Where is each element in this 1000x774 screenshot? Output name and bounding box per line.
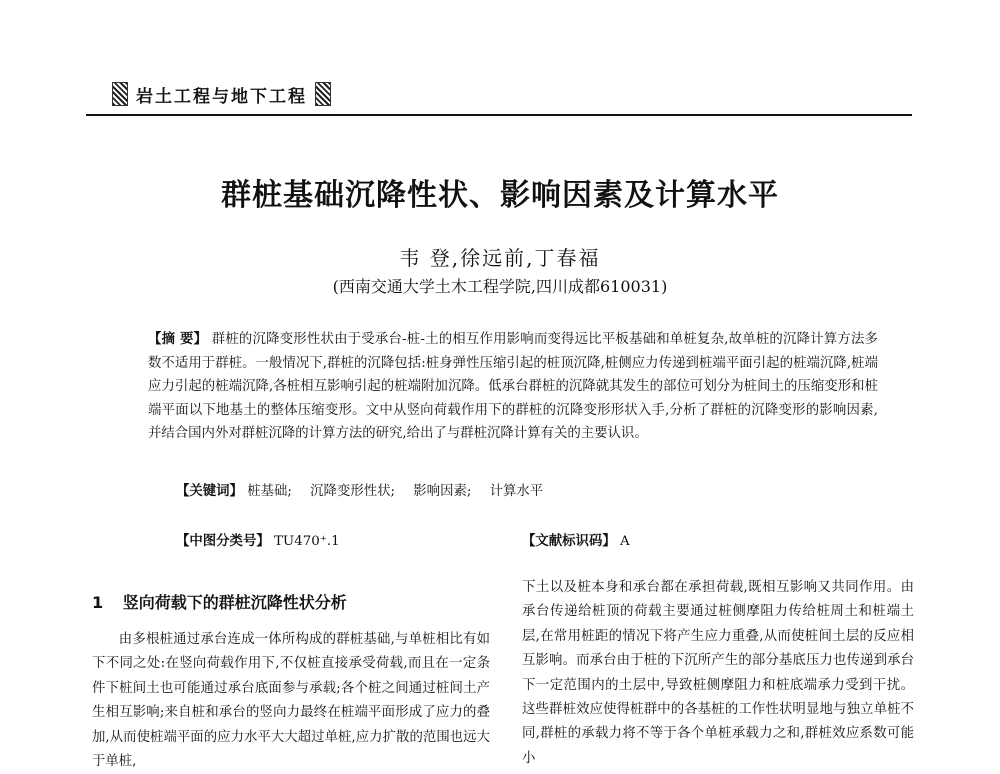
section-title: 岩土工程与地下工程 <box>136 86 307 107</box>
paper-title: 群桩基础沉降性状、影响因素及计算水平 <box>221 178 779 213</box>
keyword: 桩基础; <box>247 484 292 499</box>
keyword: 沉降变形性状; <box>310 484 396 499</box>
ornament-icon <box>315 82 331 106</box>
keywords-label: 【关键词】 <box>176 484 243 499</box>
abstract <box>148 328 878 446</box>
section-heading-text: 竖向荷载下的群桩沉降性状分析 <box>122 593 347 612</box>
clc-number <box>176 530 340 549</box>
section-number: 1 <box>92 593 104 612</box>
clc-value: TU470⁺.1 <box>274 534 340 549</box>
paper-affiliation: (西南交通大学土木工程学院,四川成都610031) <box>332 277 668 296</box>
clc-label: 【中图分类号】 <box>176 534 270 549</box>
keywords <box>176 482 876 502</box>
body-left-column: 由多根桩通过承台连成一体所构成的群桩基础,与单桩相比有如下不同之处:在竖向荷载作用下,不仅桩直接承受荷载,而且在一定条件下桩间土也可能通过承台底面参与承载;各个桩之间通过桩间土产生相互影响;来自桩和承台的竖向力最终在桩端平面形成了应力的叠加,从而使桩端平面的应力水平大大超过单桩,应力扩散的范围也远大于单桩, <box>92 632 490 770</box>
doc-value: A <box>620 534 630 549</box>
ornament-icon <box>112 82 128 106</box>
paper-authors: 韦 登,徐远前,丁春福 <box>399 246 601 270</box>
body-right-column: 下土以及桩本身和承台都在承担荷载,既相互影响又共同作用。由承台传递给桩顶的荷载主要通过桩侧摩阻力传给桩周土和桩端土层,在常用桩距的情况下将产生应力重叠,从而使桩间土层的反应相互影响。而承台由于桩的下沉所产生的部分基底压力也传递到承台下一定范围内的土层中,导致桩侧摩阻力和桩底端承力受到干扰。这些群桩效应使得桩群中的各基桩的工作性状明显地与独立单桩不同,群桩的承载力将不等于各个单桩承载力之和,群桩效应系数可能小 <box>522 580 914 766</box>
doc-label: 【文献标识码】 <box>522 534 616 549</box>
section-header <box>112 76 331 112</box>
document-code <box>522 530 630 549</box>
abstract-text: 群桩的沉降变形性状由于受承台-桩-土的相互作用影响而变得远比平板基础和单桩复杂,故单桩的沉降计算方法多数不适用于群桩。一般情况下,群桩的沉降包括:桩身弹性压缩引起的桩顶沉降,桩侧应力传递到桩端平面引起的桩端沉降,桩端应力引起的桩端沉降,各桩相互影响引起的桩端附加沉降。低承台群桩的沉降就其发生的部位可划分为桩间土的压缩变形和桩端平面以下地基土的整体压缩变形。文中从竖向荷载作用下的群桩的沉降变形形状入手,分析了群桩的沉降变形的影响因素,并结合国内外对群桩沉降的计算方法的研究,给出了与群桩沉降计算有关的主要认识。 <box>148 332 878 442</box>
abstract-label: 【摘 要】 <box>148 332 208 347</box>
section-heading <box>92 590 347 613</box>
keyword: 计算水平 <box>489 484 544 499</box>
keyword: 影响因素; <box>413 484 472 499</box>
header-rule <box>86 114 912 116</box>
